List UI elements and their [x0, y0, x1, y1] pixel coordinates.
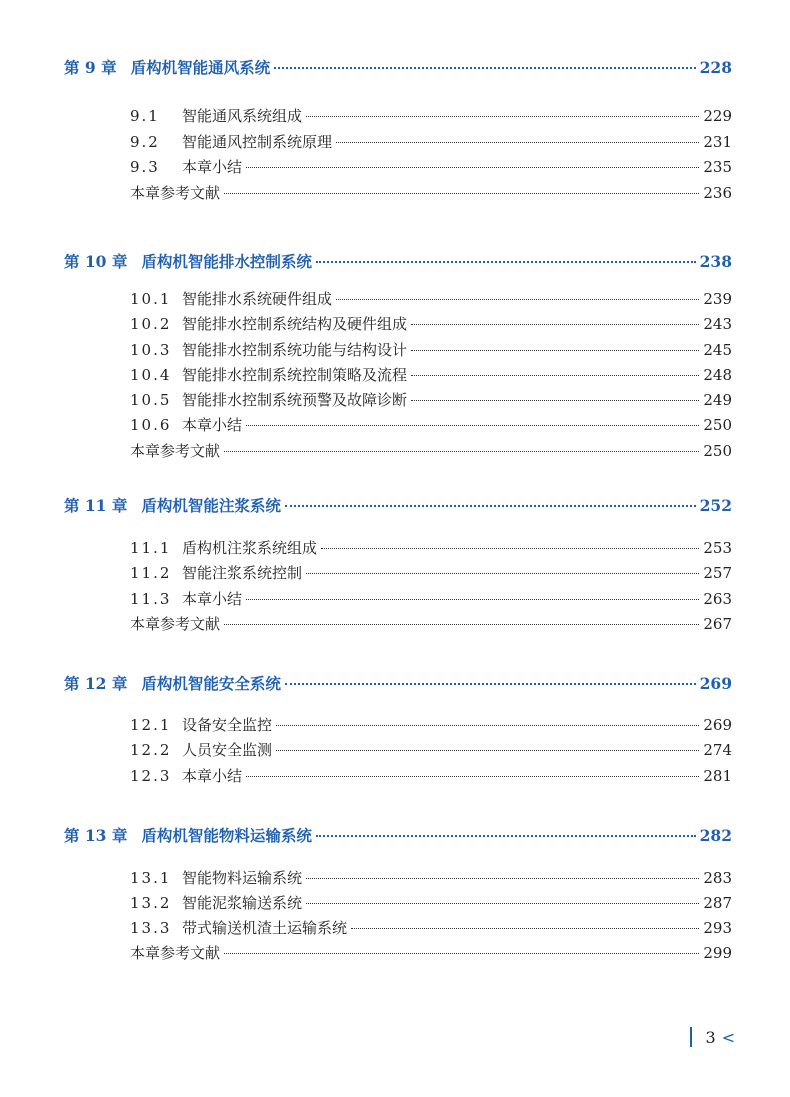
references-title: 本章参考文献 — [130, 442, 221, 460]
leader-dots — [316, 835, 696, 837]
leader-dots — [411, 350, 699, 351]
section-number: 9.2 — [130, 133, 160, 151]
section-page: 248 — [703, 366, 732, 384]
section-page: 257 — [703, 564, 732, 582]
section-page: 274 — [703, 741, 732, 759]
section-page: 231 — [703, 133, 732, 151]
toc-section[interactable] — [130, 105, 732, 126]
section-title: 盾构机注浆系统组成 — [182, 539, 318, 557]
toc-section[interactable] — [130, 562, 732, 583]
section-title: 智能排水系统硬件组成 — [182, 290, 333, 308]
toc-section[interactable] — [130, 588, 732, 609]
section-page: 229 — [703, 107, 732, 125]
leader-dots — [316, 261, 696, 263]
section-title: 智能物料运输系统 — [182, 869, 303, 887]
section-title: 智能通风系统组成 — [182, 107, 303, 125]
toc-chapter[interactable] — [64, 494, 732, 516]
section-number: 9.1 — [130, 107, 160, 125]
chapter-number: 第 10 章 — [64, 252, 128, 271]
section-number: 10.6 — [130, 416, 172, 434]
section-number: 13.1 — [130, 869, 172, 887]
chapter-number: 第 12 章 — [64, 674, 128, 693]
leader-dots — [306, 878, 699, 879]
section-title: 智能排水控制系统结构及硬件组成 — [182, 315, 408, 333]
leader-dots — [306, 116, 699, 117]
leader-dots — [351, 928, 699, 929]
toc-chapter[interactable] — [64, 824, 732, 846]
footer-divider — [690, 1027, 692, 1047]
section-number: 11.1 — [130, 539, 172, 557]
section-number: 12.3 — [130, 767, 172, 785]
toc-section[interactable] — [130, 131, 732, 152]
section-number: 10.4 — [130, 366, 172, 384]
chapter-title: 盾构机智能注浆系统 — [141, 496, 281, 515]
section-page: 235 — [703, 158, 732, 176]
toc-references[interactable] — [130, 182, 732, 203]
toc-chapter[interactable] — [64, 672, 732, 694]
references-title: 本章参考文献 — [130, 615, 221, 633]
chapter-number: 第 11 章 — [64, 496, 128, 515]
leader-dots — [276, 725, 699, 726]
toc-section[interactable] — [130, 867, 732, 888]
leader-dots — [246, 599, 699, 600]
leader-dots — [276, 750, 699, 751]
references-page: 267 — [703, 615, 732, 633]
section-title: 智能注浆系统控制 — [182, 564, 303, 582]
toc-section[interactable] — [130, 714, 732, 735]
toc-chapter[interactable] — [64, 250, 732, 272]
toc-section[interactable] — [130, 364, 732, 385]
section-number: 13.3 — [130, 919, 172, 937]
section-title: 智能排水控制系统控制策略及流程 — [182, 366, 408, 384]
page-number: 3 — [705, 1027, 716, 1047]
section-title: 带式输送机渣土运输系统 — [182, 919, 348, 937]
section-title: 智能泥浆输送系统 — [182, 894, 303, 912]
section-title: 本章小结 — [182, 767, 243, 785]
section-number: 10.5 — [130, 391, 172, 409]
toc-section[interactable] — [130, 389, 732, 410]
leader-dots — [411, 375, 699, 376]
toc-section[interactable] — [130, 156, 732, 177]
chapter-title: 盾构机智能排水控制系统 — [141, 252, 312, 271]
chapter-title: 盾构机智能通风系统 — [130, 58, 271, 77]
section-page: 243 — [703, 315, 732, 333]
leader-dots — [411, 324, 699, 325]
section-page: 249 — [703, 391, 732, 409]
toc-section[interactable] — [130, 739, 732, 760]
section-title: 本章小结 — [182, 590, 243, 608]
chapter-number: 第 9 章 — [64, 58, 117, 77]
leader-dots — [224, 451, 699, 452]
section-number: 9.3 — [130, 158, 160, 176]
section-number: 10.3 — [130, 341, 172, 359]
section-page: 269 — [703, 716, 732, 734]
leader-dots — [224, 953, 699, 954]
section-page: 281 — [703, 767, 732, 785]
toc-chapter[interactable] — [64, 56, 732, 78]
leader-dots — [336, 142, 699, 143]
section-page: 263 — [703, 590, 732, 608]
toc-section[interactable] — [130, 892, 732, 913]
toc-section[interactable] — [130, 288, 732, 309]
chapter-title: 盾构机智能安全系统 — [141, 674, 281, 693]
section-number: 12.1 — [130, 716, 172, 734]
section-page: 293 — [703, 919, 732, 937]
toc-section[interactable] — [130, 313, 732, 334]
section-title: 智能通风控制系统原理 — [182, 133, 333, 151]
toc-section[interactable] — [130, 537, 732, 558]
section-page: 245 — [703, 341, 732, 359]
toc-section[interactable] — [130, 414, 732, 435]
chapter-page: 252 — [699, 496, 732, 515]
toc-section[interactable] — [130, 339, 732, 360]
leader-dots — [246, 776, 699, 777]
section-page: 253 — [703, 539, 732, 557]
section-page: 283 — [703, 869, 732, 887]
section-number: 11.2 — [130, 564, 172, 582]
section-title: 本章小结 — [182, 416, 243, 434]
section-title: 智能排水控制系统预警及故障诊断 — [182, 391, 408, 409]
toc-references[interactable] — [130, 440, 732, 461]
leader-dots — [246, 167, 699, 168]
section-page: 287 — [703, 894, 732, 912]
section-page: 250 — [703, 416, 732, 434]
chapter-page: 269 — [699, 674, 732, 693]
section-number: 11.3 — [130, 590, 172, 608]
section-number: 13.2 — [130, 894, 172, 912]
leader-dots — [306, 573, 699, 574]
section-title: 人员安全监测 — [182, 741, 273, 759]
section-page: 239 — [703, 290, 732, 308]
references-page: 299 — [703, 944, 732, 962]
page-footer — [690, 1026, 735, 1048]
leader-dots — [246, 425, 699, 426]
references-page: 236 — [703, 184, 732, 202]
chapter-page: 228 — [699, 58, 732, 77]
references-title: 本章参考文献 — [130, 944, 221, 962]
leader-dots — [224, 193, 699, 194]
chapter-page: 282 — [699, 826, 732, 845]
section-title: 智能排水控制系统功能与结构设计 — [182, 341, 408, 359]
section-title: 本章小结 — [182, 158, 243, 176]
leader-dots — [336, 299, 699, 300]
chapter-title: 盾构机智能物料运输系统 — [141, 826, 312, 845]
section-number: 12.2 — [130, 741, 172, 759]
chapter-number: 第 13 章 — [64, 826, 128, 845]
toc-references[interactable] — [130, 942, 732, 963]
toc-section[interactable] — [130, 917, 732, 938]
leader-dots — [274, 67, 696, 69]
leader-dots — [306, 903, 699, 904]
references-title: 本章参考文献 — [130, 184, 221, 202]
leader-dots — [285, 505, 696, 507]
leader-dots — [411, 400, 699, 401]
section-number: 10.1 — [130, 290, 172, 308]
leader-dots — [224, 624, 699, 625]
toc-section[interactable] — [130, 765, 732, 786]
references-page: 250 — [703, 442, 732, 460]
leader-dots — [285, 683, 696, 685]
left-arrow-icon: < — [721, 1027, 736, 1047]
leader-dots — [321, 548, 699, 549]
toc-references[interactable] — [130, 613, 732, 634]
section-title: 设备安全监控 — [182, 716, 273, 734]
chapter-page: 238 — [699, 252, 732, 271]
section-number: 10.2 — [130, 315, 172, 333]
